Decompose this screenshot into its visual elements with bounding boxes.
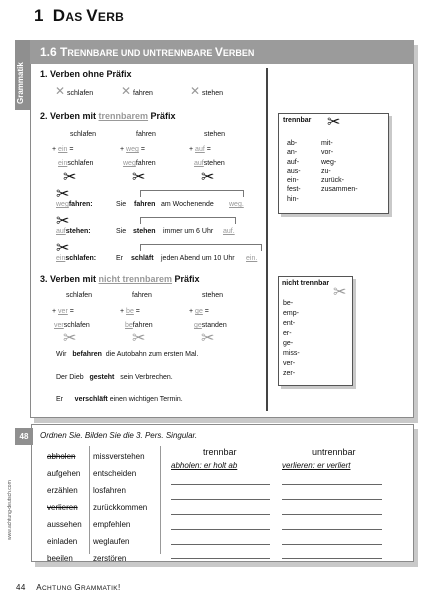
answer-example-trennbar: abholen: er holt ab	[171, 461, 238, 470]
sentence: Er verschläft einen wichtigen Termin.	[56, 396, 183, 403]
example-subject: Sie	[116, 201, 127, 208]
scissors-icon: ✂	[63, 169, 77, 186]
separable-prefix-box	[278, 113, 389, 214]
scissors-icon: ✂	[56, 186, 70, 203]
sentence: Der Dieb gesteht sein Verbrechen.	[56, 374, 173, 381]
inseparable-prefix-box	[278, 276, 353, 386]
base-verb: stehen	[204, 131, 226, 138]
website-url: www.achtung-deutsch.com	[7, 480, 13, 540]
exercise-instruction: Ordnen Sie. Bilden Sie die 3. Pers. Singular.	[40, 431, 198, 440]
scissors-icon: ✂	[56, 240, 70, 257]
part1-verb: ✕ schlafen	[55, 84, 94, 98]
part3-heading: 3. Verben mit nicht trennbarem Präfix	[40, 274, 200, 284]
answer-line[interactable]	[171, 484, 270, 485]
prefix-row: + be =	[120, 308, 140, 315]
column-head-untrennbar: untrennbar	[312, 447, 356, 457]
scissors-icon: ✂	[201, 169, 215, 186]
base-verb: fahren	[136, 131, 156, 138]
separation-bracket	[140, 190, 244, 197]
grammar-side-tab: Grammatik	[15, 40, 30, 110]
example-verb: schläft	[131, 255, 154, 262]
x-mark-icon: ✕	[55, 84, 66, 98]
x-mark-icon: ✕	[121, 84, 132, 98]
combined-verb: einschlafen	[58, 160, 94, 167]
page-footer: 44 ACHTUNG GRAMMATIK!	[16, 583, 121, 592]
base-verb: schlafen	[66, 292, 93, 299]
example-rest: immer um 6 Uhr	[163, 228, 214, 235]
column-divider	[266, 68, 268, 411]
word-list-col2: missverstehen entscheiden losfahren zurückkommen empfehlen weglaufen zerstören	[93, 452, 148, 563]
combined-verb: gestanden	[194, 322, 227, 329]
answer-line[interactable]	[282, 514, 382, 515]
part1-verb: ✕ fahren	[121, 84, 153, 98]
answer-line[interactable]	[171, 529, 270, 530]
base-verb: schlafen	[70, 131, 97, 138]
example-prefix-end: auf.	[223, 228, 235, 235]
part1-verb: ✕ stehen	[190, 84, 224, 98]
answer-line[interactable]	[282, 529, 382, 530]
example-label: einschlafen:	[56, 255, 97, 262]
scissors-icon: ✂	[327, 114, 341, 131]
part1-heading: 1. Verben ohne Präfix	[40, 69, 132, 79]
x-mark-icon: ✕	[190, 84, 201, 98]
example-subject: Er	[116, 255, 123, 262]
example-prefix-end: weg.	[229, 201, 244, 208]
word-list-divider	[89, 446, 90, 554]
prefix-list: be- emp- ent- er- ge- miss- ver- zer-	[283, 300, 300, 377]
prefix-list-col2: mit- vor- weg- zu- zurück- zusammen-	[321, 140, 358, 194]
combined-verb: verschlafen	[54, 322, 90, 329]
prefix-list-col1: ab- an- auf- aus- ein- fest- hin-	[287, 140, 301, 203]
prefix-row: + ver =	[52, 308, 74, 315]
separation-bracket	[140, 244, 262, 251]
prefix-row: + weg =	[120, 146, 145, 153]
exercise-number: 48	[15, 428, 33, 445]
answer-line[interactable]	[282, 544, 382, 545]
example-subject: Sie	[116, 228, 127, 235]
example-rest: jeden Abend um 10 Uhr	[161, 255, 235, 262]
chapter-title: 1 DAS VERB	[34, 6, 125, 25]
example-label: aufstehen:	[56, 228, 91, 235]
answer-line[interactable]	[282, 558, 382, 559]
example-label: wegfahren:	[56, 201, 93, 208]
scissors-icon: ✂	[56, 213, 70, 230]
example-prefix-end: ein.	[246, 255, 258, 262]
scissors-icon: ✂	[132, 169, 146, 186]
part2-heading: 2. Verben mit trennbarem Präfix	[40, 111, 176, 121]
answer-line[interactable]	[282, 484, 382, 485]
answer-line[interactable]	[171, 558, 270, 559]
example-rest: am Wochenende	[161, 201, 214, 208]
prefix-row: + ein =	[52, 146, 74, 153]
answer-line[interactable]	[171, 499, 270, 500]
answer-line[interactable]	[282, 499, 382, 500]
prefix-row: + ge =	[189, 308, 209, 315]
answer-line[interactable]	[171, 514, 270, 515]
answer-line[interactable]	[171, 544, 270, 545]
answer-example-untrennbar: verlieren: er verliert	[282, 461, 351, 470]
combined-verb: befahren	[125, 322, 153, 329]
base-verb: fahren	[132, 292, 152, 299]
example-verb: fahren	[134, 201, 156, 208]
combined-verb: aufstehen	[194, 160, 225, 167]
sentence: Wir befahren die Autobahn zum ersten Mal.	[56, 351, 199, 358]
prefix-row: + auf =	[189, 146, 211, 153]
box-title: trennbar	[283, 117, 312, 124]
separation-bracket	[140, 217, 236, 224]
scissors-blocked-icon: ✂	[201, 330, 215, 347]
scissors-blocked-icon: ✂	[63, 330, 77, 347]
word-list-border	[160, 446, 161, 554]
base-verb: stehen	[202, 292, 224, 299]
word-list-col1: abholen aufgehen erzählen verlieren aussehen einladen beeilen	[47, 452, 82, 563]
scissors-blocked-icon: ✂	[333, 284, 347, 301]
section-title: 1.6 TRENNBARE UND UNTRENNBARE VERBEN	[40, 45, 255, 59]
box-title: nicht trennbar	[282, 280, 330, 287]
example-verb: stehen	[133, 228, 156, 235]
combined-verb: wegfahren	[123, 160, 156, 167]
scissors-blocked-icon: ✂	[132, 330, 146, 347]
column-head-trennbar: trennbar	[203, 447, 237, 457]
